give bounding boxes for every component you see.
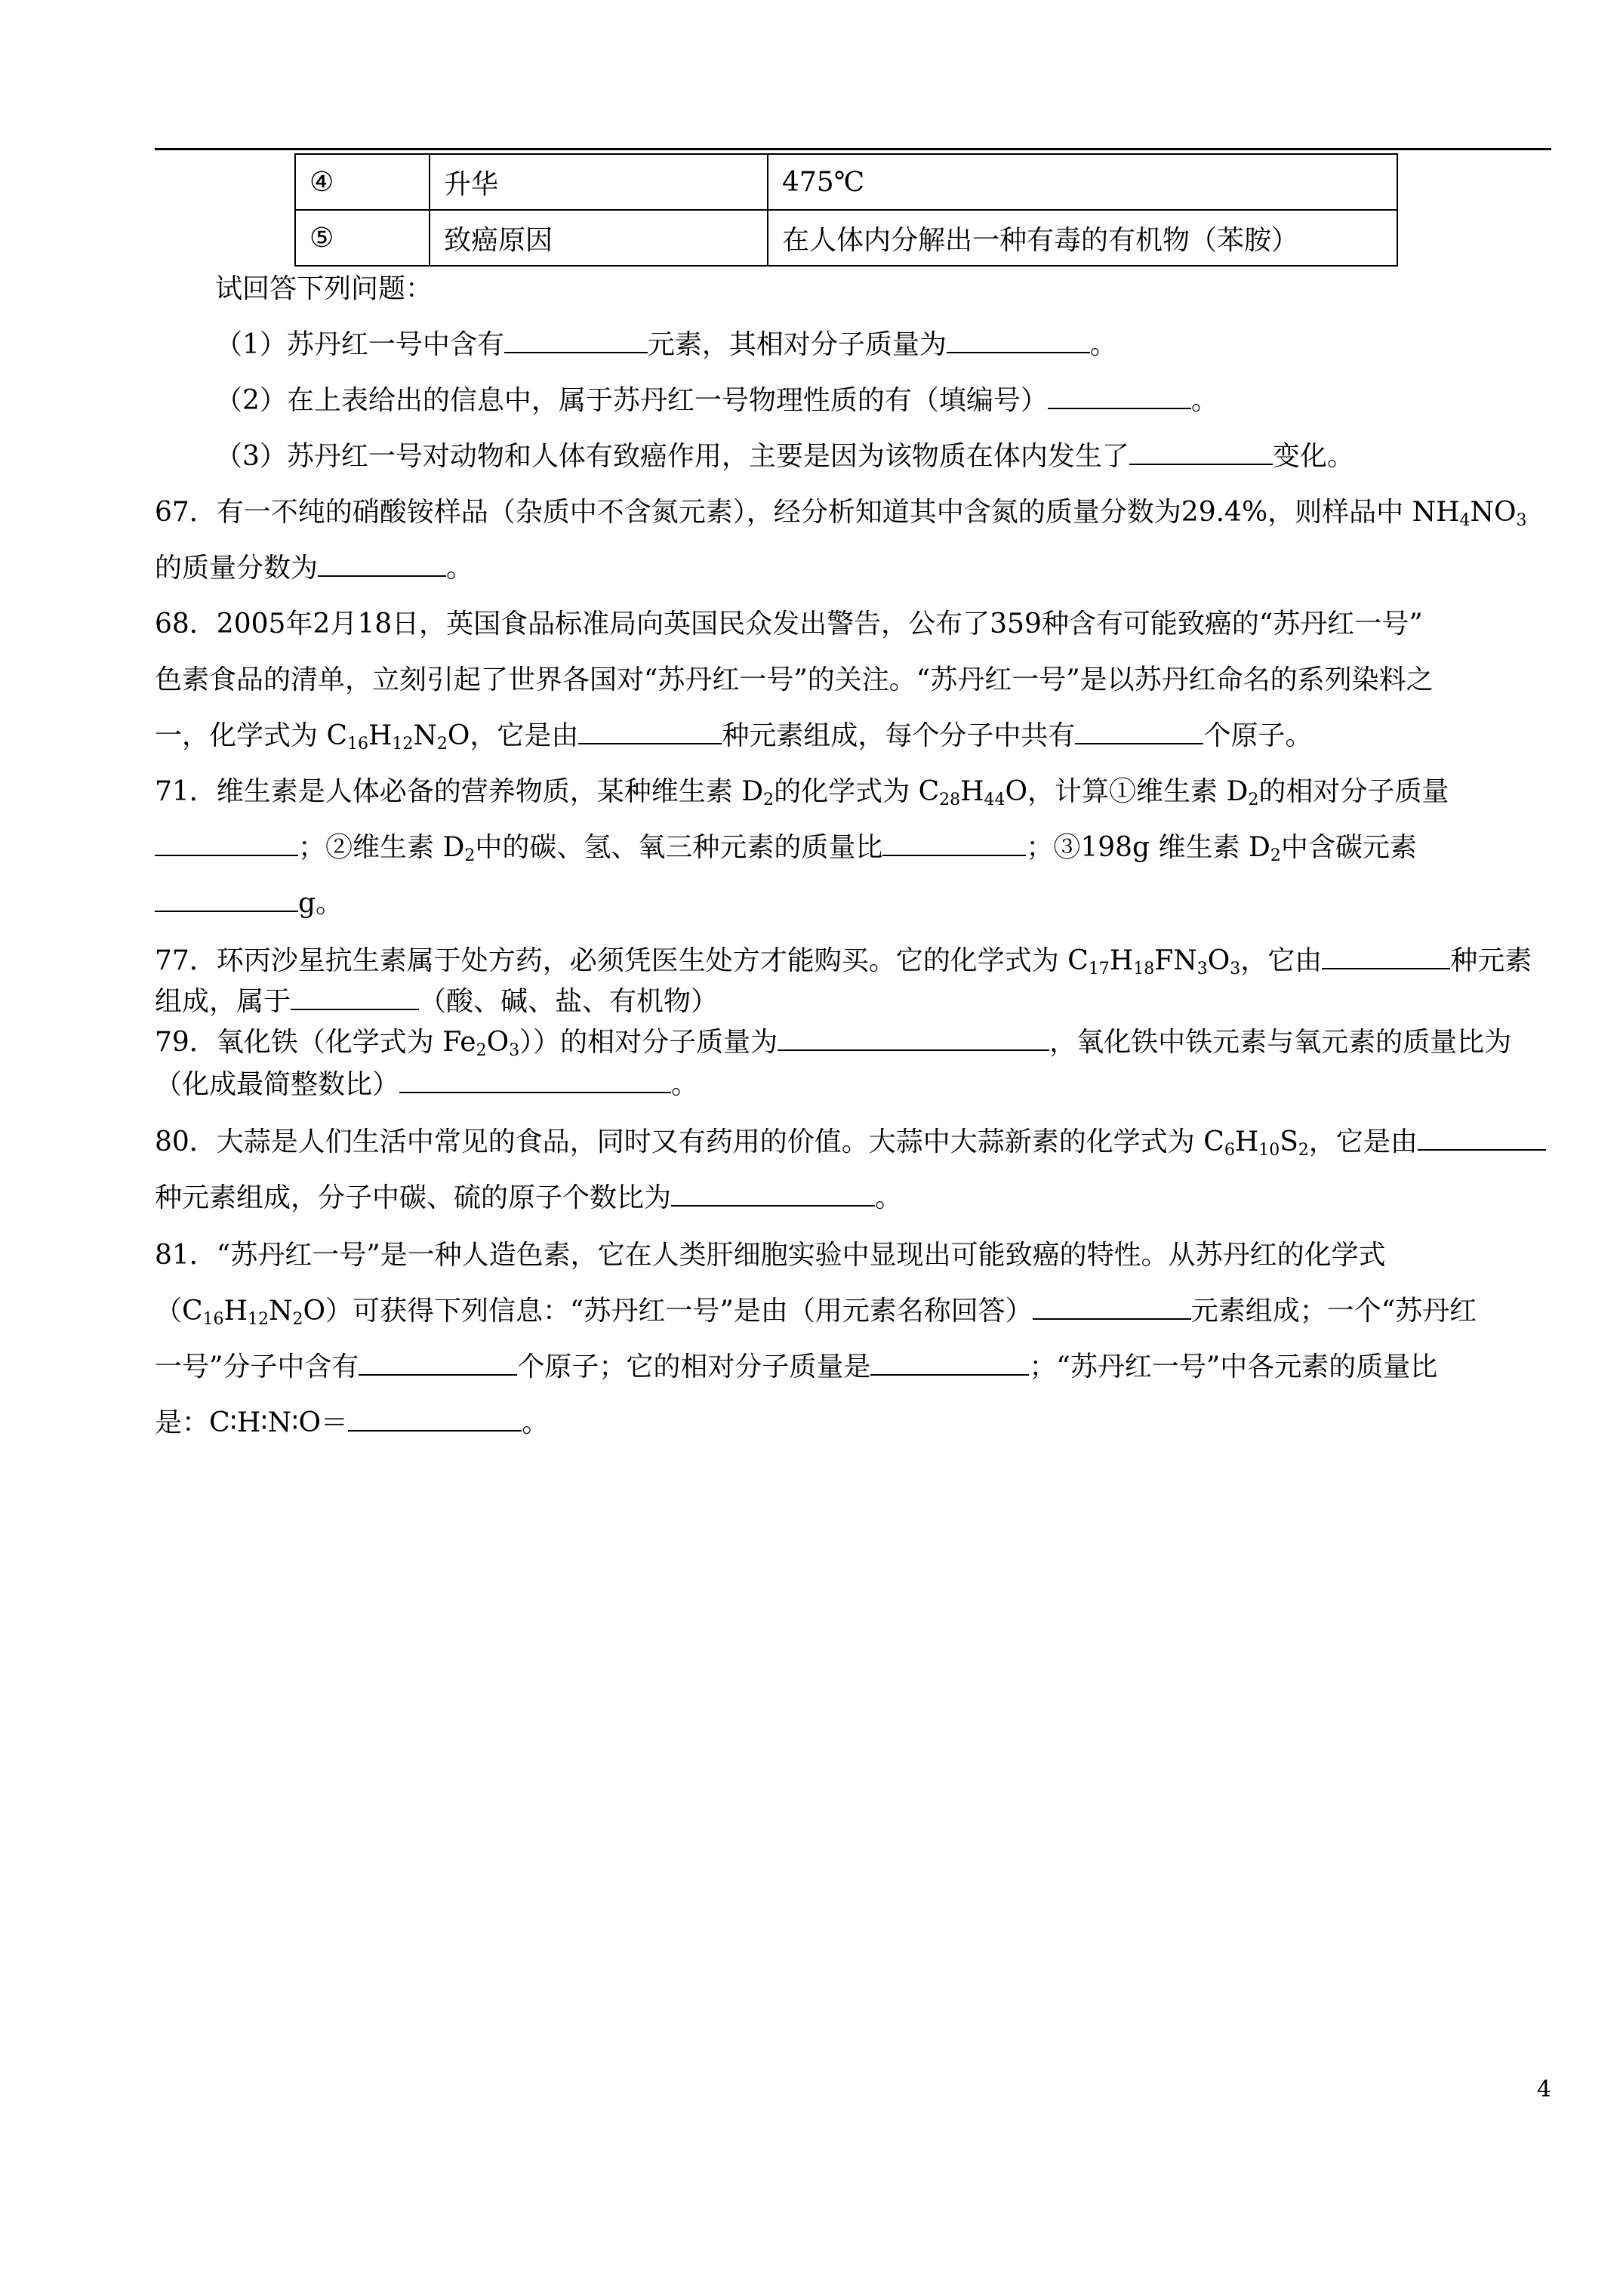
row-number: ④ bbox=[295, 154, 430, 210]
q66-part2: （2）在上表给出的信息中，属于苏丹红一号物理性质的有（填编号） 。 bbox=[215, 382, 1218, 420]
answer-blank[interactable] bbox=[882, 829, 1026, 856]
q81-line3: 一号”分子中含有 个原子；它的相对分子质量是 ；“苏丹红一号”中各元素的质量比 bbox=[155, 1348, 1437, 1386]
q81-line1: 81．“苏丹红一号”是一种人造色素，它在人类肝细胞实验中显现出可能致癌的特性。从苏丹红的化学式 bbox=[155, 1240, 1386, 1271]
q67-line1: 67．有一不纯的硝酸铵样品（杂质中不含氮元素），经分析知道其中含氮的质量分数为29.4%，则样品中 $NH_4NO_3$ bbox=[155, 497, 1527, 530]
q81-line2: $(C_{16}H_{12}N_2O)$可获得下列信息：“苏丹红一号”是由（用元素名称回答） 元素组成；一个“苏丹红 bbox=[155, 1293, 1477, 1330]
property-value: 475℃ bbox=[768, 154, 1397, 210]
answer-blank[interactable] bbox=[291, 983, 419, 1010]
property-value: 在人体内分解出一种有毒的有机物（苯胺） bbox=[768, 210, 1397, 266]
answer-blank[interactable] bbox=[778, 1024, 1049, 1051]
answer-blank[interactable] bbox=[870, 1348, 1029, 1376]
answer-blank[interactable] bbox=[318, 550, 446, 577]
q80-line2: 种元素组成，分子中碳、硫的原子个数比为 。 bbox=[155, 1179, 902, 1217]
q68-line2: 色素食品的清单，立刻引起了世界各国对“苏丹红一号”的关注。“苏丹红一号”是以苏丹红命名的系列染料之 bbox=[155, 664, 1434, 695]
q66-part1: （1）苏丹红一号中含有 元素，其相对分子质量为 。 bbox=[215, 326, 1117, 364]
page-number: 4 bbox=[1536, 2076, 1551, 2103]
q68-line1: 68．2005年2月18日，英国食品标准局向英国民众发出警告，公布了359种含有可能致癌的“苏丹红一号” bbox=[155, 609, 1423, 639]
q79-line2: （化成最简整数比） 。 bbox=[155, 1066, 698, 1104]
header-rule bbox=[155, 148, 1551, 150]
q71-line2: ；②维生素 $D_2$中的碳、氢、氧三种元素的质量比 ；③198g 维生素 $D_2$中含碳元素 bbox=[155, 829, 1417, 867]
answer-blank[interactable] bbox=[155, 885, 298, 912]
property-name: 致癌原因 bbox=[430, 210, 768, 266]
q79-line1: 79．氧化铁（化学式为 $Fe_2O_3$））的相对分子质量为 ，氧化铁中铁元素与氧元素的质量比为 bbox=[155, 1024, 1511, 1062]
q71-line3: g。 bbox=[155, 885, 343, 923]
answer-blank[interactable] bbox=[671, 1179, 875, 1207]
answer-blank[interactable] bbox=[155, 829, 298, 856]
row-number: ⑤ bbox=[295, 210, 430, 266]
q77-line2: 组成，属于 （酸、碱、盐、有机物） bbox=[155, 983, 718, 1021]
q67-line2: 的质量分数为 。 bbox=[155, 550, 473, 587]
answer-blank[interactable] bbox=[399, 1066, 671, 1093]
answer-blank[interactable] bbox=[348, 1404, 522, 1432]
answer-blank[interactable] bbox=[504, 326, 648, 353]
properties-table bbox=[294, 153, 1398, 267]
answer-blank[interactable] bbox=[1033, 1293, 1191, 1320]
q68-line3: 一，化学式为 $C_{16}H_{12}N_2O$，它是由 种元素组成，每个分子中共有 个原子。 bbox=[155, 717, 1312, 755]
table-row bbox=[295, 154, 1397, 210]
table-row bbox=[295, 210, 1397, 266]
property-name: 升华 bbox=[430, 154, 768, 210]
q81-line4: 是：C∶H∶N∶O＝ 。 bbox=[155, 1404, 549, 1442]
answer-blank[interactable] bbox=[947, 326, 1090, 353]
q66-part3: （3）苏丹红一号对动物和人体有致癌作用，主要是因为该物质在体内发生了 变化。 bbox=[215, 438, 1354, 476]
answer-blank[interactable] bbox=[1048, 382, 1191, 409]
q71-line1: 71．维生素是人体必备的营养物质，某种维生素 $D_2$的化学式为 $C_{28}H_{44}O$，计算①维生素 $D_2$的相对分子质量 bbox=[155, 776, 1449, 809]
answer-blank[interactable] bbox=[1322, 942, 1450, 969]
answer-blank[interactable] bbox=[359, 1348, 517, 1376]
answer-blank[interactable] bbox=[578, 717, 722, 744]
answer-blank[interactable] bbox=[1075, 717, 1203, 744]
q77-line1: 77．环丙沙星抗生素属于处方药，必须凭医生处方才能购买。它的化学式为 $C_{17}H_{18}FN_3O_3$，它由 种元素 bbox=[155, 942, 1532, 980]
intro-text: 试回答下列问题： bbox=[215, 273, 433, 304]
answer-blank[interactable] bbox=[1129, 438, 1273, 465]
q80-line1: 80．大蒜是人们生活中常见的食品，同时又有药用的价值。大蒜中大蒜新素的化学式为 $C_6H_{10}S_2$，它是由 bbox=[155, 1123, 1546, 1161]
answer-blank[interactable] bbox=[1418, 1123, 1546, 1151]
